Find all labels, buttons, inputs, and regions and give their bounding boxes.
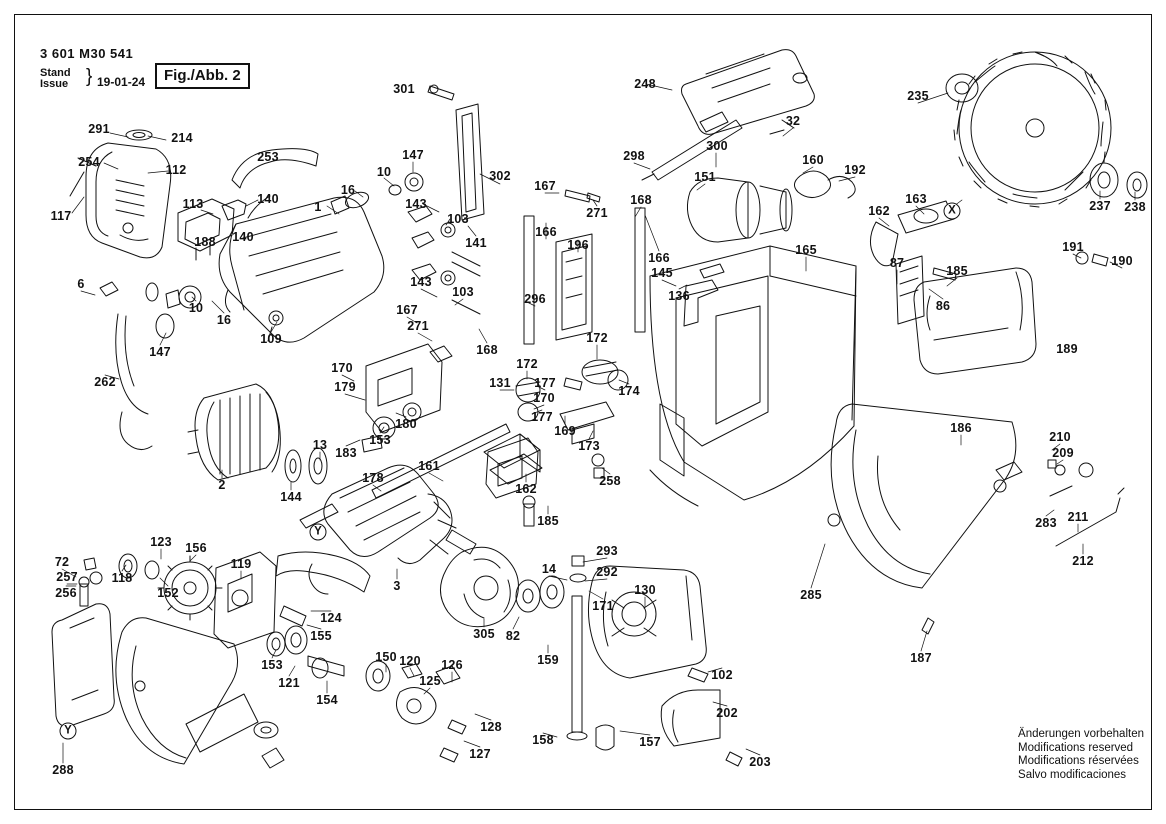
callout-113: 113 — [182, 197, 204, 211]
note-fr: Modifications réservées — [1018, 755, 1139, 767]
callout-202: 202 — [716, 706, 738, 720]
callout-1: 1 — [314, 200, 322, 214]
note-es: Salvo modificaciones — [1018, 768, 1127, 781]
callout-160: 160 — [802, 153, 824, 167]
part-number: 3 601 M30 541 — [40, 46, 134, 61]
callout-292: 292 — [596, 565, 618, 579]
callout-180: 180 — [395, 417, 417, 431]
callout-141: 141 — [465, 236, 487, 250]
callout-283: 283 — [1035, 516, 1057, 530]
callout-10: 10 — [188, 301, 204, 315]
callout-120: 120 — [399, 654, 421, 668]
callout-291: 291 — [88, 122, 110, 136]
callout-257: 257 — [56, 570, 78, 584]
detail-marker-x: X — [944, 203, 961, 220]
callout-3: 3 — [393, 579, 401, 593]
callout-13: 13 — [312, 438, 328, 452]
callout-147: 147 — [402, 148, 424, 162]
callout-258: 258 — [599, 474, 621, 488]
callout-178: 178 — [362, 471, 384, 485]
callout-210: 210 — [1049, 430, 1071, 444]
callout-153: 153 — [369, 433, 391, 447]
callout-32: 32 — [785, 114, 801, 128]
callout-157: 157 — [639, 735, 661, 749]
callout-124: 124 — [320, 611, 342, 625]
callout-190: 190 — [1111, 254, 1133, 268]
callout-151: 151 — [694, 170, 716, 184]
callout-162: 162 — [868, 204, 890, 218]
callout-123: 123 — [150, 535, 172, 549]
callout-179: 179 — [334, 380, 356, 394]
callout-171: 171 — [592, 599, 614, 613]
callout-117: 117 — [50, 209, 72, 223]
callout-183: 183 — [335, 446, 357, 460]
callout-209: 209 — [1052, 446, 1074, 460]
callout-125: 125 — [419, 674, 441, 688]
callout-109: 109 — [260, 332, 282, 346]
callout-211: 211 — [1067, 510, 1089, 524]
callout-237: 237 — [1089, 199, 1111, 213]
callout-147: 147 — [149, 345, 171, 359]
callout-248: 248 — [634, 77, 656, 91]
figure-box: Fig./Abb. 2 — [155, 63, 250, 89]
callout-6: 6 — [77, 277, 85, 291]
callout-296: 296 — [524, 292, 546, 306]
callout-185: 185 — [537, 514, 559, 528]
detail-marker-y: Y — [310, 524, 327, 541]
callout-103: 103 — [452, 285, 474, 299]
callout-162: 162 — [515, 482, 537, 496]
callout-103: 103 — [447, 212, 469, 226]
callout-72: 72 — [54, 555, 70, 569]
callout-86: 86 — [935, 299, 951, 313]
callout-167: 167 — [534, 179, 556, 193]
callout-170: 170 — [331, 361, 353, 375]
callout-119: 119 — [230, 557, 252, 571]
callout-144: 144 — [280, 490, 302, 504]
callout-150: 150 — [375, 650, 397, 664]
callout-262: 262 — [94, 375, 116, 389]
callout-159: 159 — [537, 653, 559, 667]
callout-288: 288 — [52, 763, 74, 777]
callout-168: 168 — [630, 193, 652, 207]
callout-300: 300 — [706, 139, 728, 153]
note-en: Modifications reserved — [1018, 741, 1134, 754]
callout-112: 112 — [165, 163, 187, 177]
callout-16: 16 — [216, 313, 232, 327]
callout-172: 172 — [586, 331, 608, 345]
callout-254: 254 — [78, 155, 100, 169]
stand-label: Stand — [40, 67, 71, 79]
callout-121: 121 — [278, 676, 300, 690]
callout-186: 186 — [950, 421, 972, 435]
note-de: Änderungen vorbehalten — [1018, 728, 1144, 740]
callout-163: 163 — [905, 192, 927, 206]
callout-126: 126 — [441, 658, 463, 672]
callout-143: 143 — [405, 197, 427, 211]
callout-214: 214 — [171, 131, 193, 145]
callout-2: 2 — [218, 478, 226, 492]
callout-140: 140 — [257, 192, 279, 206]
callout-156: 156 — [185, 541, 207, 555]
callout-187: 187 — [910, 651, 932, 665]
callout-256: 256 — [55, 586, 77, 600]
callout-152: 152 — [157, 586, 179, 600]
callout-143: 143 — [410, 275, 432, 289]
callout-10: 10 — [376, 165, 392, 179]
callout-235: 235 — [907, 89, 929, 103]
callout-167: 167 — [396, 303, 418, 317]
callout-87: 87 — [889, 256, 905, 270]
callout-154: 154 — [316, 693, 338, 707]
callout-130: 130 — [634, 583, 656, 597]
brace-glyph: } — [86, 66, 93, 87]
callout-155: 155 — [310, 629, 332, 643]
callout-177: 177 — [531, 410, 553, 424]
callout-293: 293 — [596, 544, 618, 558]
callout-177: 177 — [534, 376, 556, 390]
callout-118: 118 — [111, 571, 133, 585]
callout-128: 128 — [480, 720, 502, 734]
callout-161: 161 — [418, 459, 440, 473]
callout-168: 168 — [476, 343, 498, 357]
callout-188: 188 — [194, 235, 216, 249]
issue-label: Issue — [40, 78, 69, 90]
callout-166: 166 — [535, 225, 557, 239]
callout-271: 271 — [407, 319, 429, 333]
callout-189: 189 — [1056, 342, 1078, 356]
callout-212: 212 — [1072, 554, 1094, 568]
callout-169: 169 — [554, 424, 576, 438]
callout-127: 127 — [469, 747, 491, 761]
callout-14: 14 — [541, 562, 557, 576]
callout-203: 203 — [749, 755, 771, 769]
detail-marker-y: Y — [60, 723, 77, 740]
callout-185: 185 — [946, 264, 968, 278]
callout-102: 102 — [711, 668, 733, 682]
callout-165: 165 — [795, 243, 817, 257]
callout-196: 196 — [567, 238, 589, 252]
callout-238: 238 — [1124, 200, 1146, 214]
callout-170: 170 — [533, 391, 555, 405]
callout-285: 285 — [800, 588, 822, 602]
callout-82: 82 — [505, 629, 521, 643]
callout-192: 192 — [844, 163, 866, 177]
callout-140: 140 — [232, 230, 254, 244]
callout-305: 305 — [473, 627, 495, 641]
callout-191: 191 — [1062, 240, 1084, 254]
callout-158: 158 — [532, 733, 554, 747]
callout-145: 145 — [651, 266, 673, 280]
callout-302: 302 — [489, 169, 511, 183]
callout-253: 253 — [257, 150, 279, 164]
callout-136: 136 — [668, 289, 690, 303]
callout-153: 153 — [261, 658, 283, 672]
callout-271: 271 — [586, 206, 608, 220]
callout-16: 16 — [340, 183, 356, 197]
callout-301: 301 — [393, 82, 415, 96]
callout-298: 298 — [623, 149, 645, 163]
callout-131: 131 — [489, 376, 511, 390]
callout-166: 166 — [648, 251, 670, 265]
callout-174: 174 — [618, 384, 640, 398]
issue-date: 19-01-24 — [97, 75, 146, 89]
callout-173: 173 — [578, 439, 600, 453]
callout-172: 172 — [516, 357, 538, 371]
